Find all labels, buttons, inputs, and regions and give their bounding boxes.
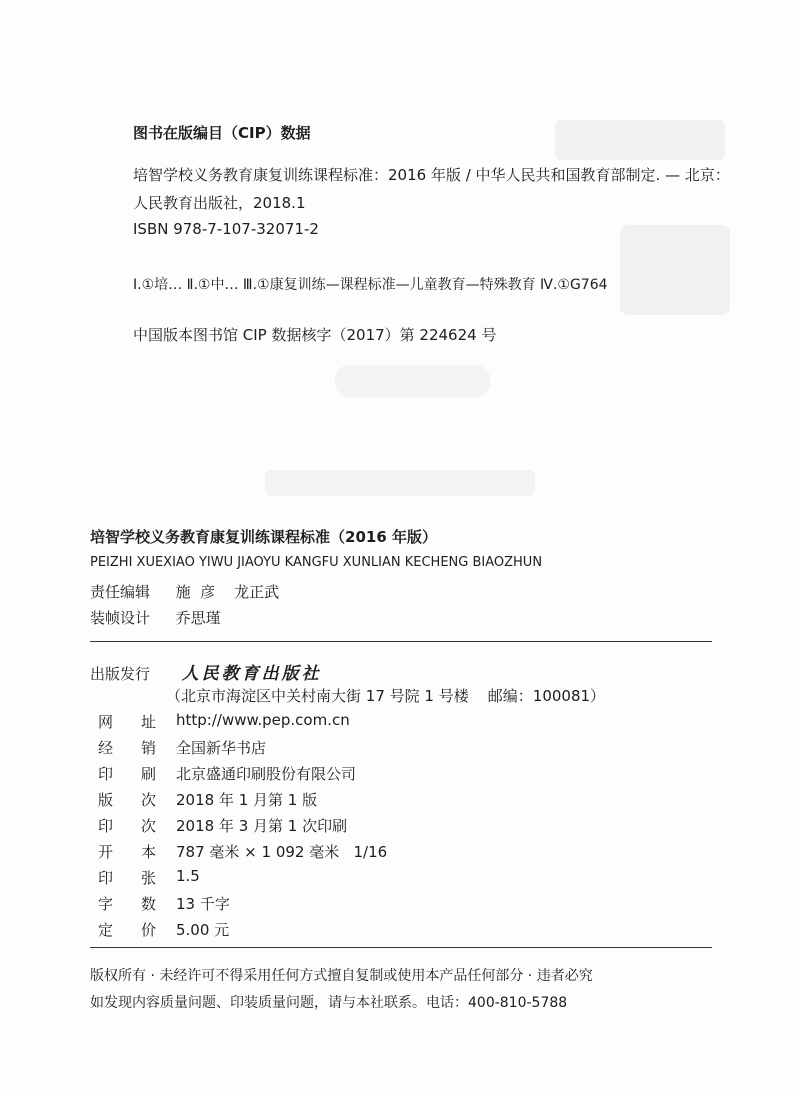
publication-detail-row [98,763,356,784]
detail-value: 2018 年 3 月第 1 次印刷 [176,817,348,835]
divider-bottom [90,947,712,948]
publication-detail-row [98,711,350,732]
detail-value: 全国新华书店 [176,739,267,757]
detail-label-char: 张 [140,869,156,887]
quality-contact: 如发现内容质量问题、印装质量问题，请与本社联系。电话：400-810-5788 [90,995,568,1011]
designer-label: 装帧设计 [90,609,151,627]
cip-classification: Ⅰ.①培… Ⅱ.①中… Ⅲ.①康复训练—课程标准—儿童教育—特殊教育 Ⅳ.①G764 [133,277,608,293]
detail-label [98,919,156,940]
cip-entry-line-2: 人民教育出版社，2018.1 [133,194,306,212]
detail-label [98,763,156,784]
publication-detail-row [98,841,387,862]
publication-detail-row [98,815,347,836]
detail-label-char: 字 [98,895,114,913]
detail-label-char: 经 [98,739,114,757]
detail-label [98,711,156,732]
detail-value: 1.5 [176,867,200,885]
editor-label: 责任编辑 [90,583,151,601]
detail-label-char: 印 [98,817,114,835]
detail-label-char: 销 [140,739,156,757]
copyright-notice: 版权所有 · 未经许可不得采用任何方式擅自复制或使用本产品任何部分 · 违者必究 [90,968,593,984]
cip-isbn: ISBN 978-7-107-32071-2 [133,220,319,238]
book-title: 培智学校义务教育康复训练课程标准（2016 年版） [90,528,437,546]
publisher-logo: 人民教育出版社 [181,664,322,684]
detail-value: 北京盛通印刷股份有限公司 [176,765,357,783]
detail-label [98,815,156,836]
cip-entry-line-1: 培智学校义务教育康复训练课程标准：2016 年版 / 中华人民共和国教育部制定. — 北京： [133,166,730,184]
bleed-through-shape [555,120,725,160]
detail-label [98,841,156,862]
cip-heading: 图书在版编目（CIP）数据 [133,124,311,142]
editor-names: 施 彦 龙正武 [175,583,280,601]
publication-detail-row [98,737,266,758]
website-link[interactable]: http://www.pep.com.cn [176,711,350,729]
publication-detail-row [98,867,200,888]
detail-label-char: 版 [98,791,114,809]
publication-detail-row [98,789,317,810]
detail-label [98,867,156,888]
cip-approval-number: 中国版本图书馆 CIP 数据核字（2017）第 224624 号 [133,326,497,344]
bleed-through-shape [265,470,535,496]
detail-value: 5.00 元 [176,921,230,939]
detail-value: 2018 年 1 月第 1 版 [176,791,318,809]
bleed-through-shape [620,225,730,315]
detail-label-char: 本 [140,843,156,861]
publication-detail-row [98,919,229,940]
publication-detail-row [98,893,230,914]
designer-name: 乔思瑾 [175,609,221,627]
detail-label [98,737,156,758]
detail-label-char: 网 [98,713,114,731]
detail-label-char: 价 [140,921,156,939]
detail-label-char: 次 [140,791,156,809]
publisher-label: 出版发行 [90,665,151,683]
responsible-editor [90,581,279,602]
detail-label-char: 次 [140,817,156,835]
detail-label-char: 刷 [140,765,156,783]
detail-value: 787 毫米 × 1 092 毫米 1/16 [176,843,388,861]
detail-label-char: 印 [98,869,114,887]
cover-designer [90,607,221,628]
detail-label-char: 开 [98,843,114,861]
publisher-address: （北京市海淀区中关村南大街 17 号院 1 号楼 邮编：100081） [166,687,606,705]
detail-label [98,893,156,914]
book-title-pinyin: PEIZHI XUEXIAO YIWU JIAOYU KANGFU XUNLIAN KECHENG BIAOZHUN [90,555,543,570]
detail-label-char: 址 [140,713,156,731]
detail-label-char: 印 [98,765,114,783]
publisher-row [90,659,322,684]
bleed-through-shape [335,365,490,397]
detail-value: 13 千字 [176,895,230,913]
divider-top [90,641,712,642]
detail-label [98,789,156,810]
detail-label-char: 定 [98,921,114,939]
detail-label-char: 数 [140,895,156,913]
